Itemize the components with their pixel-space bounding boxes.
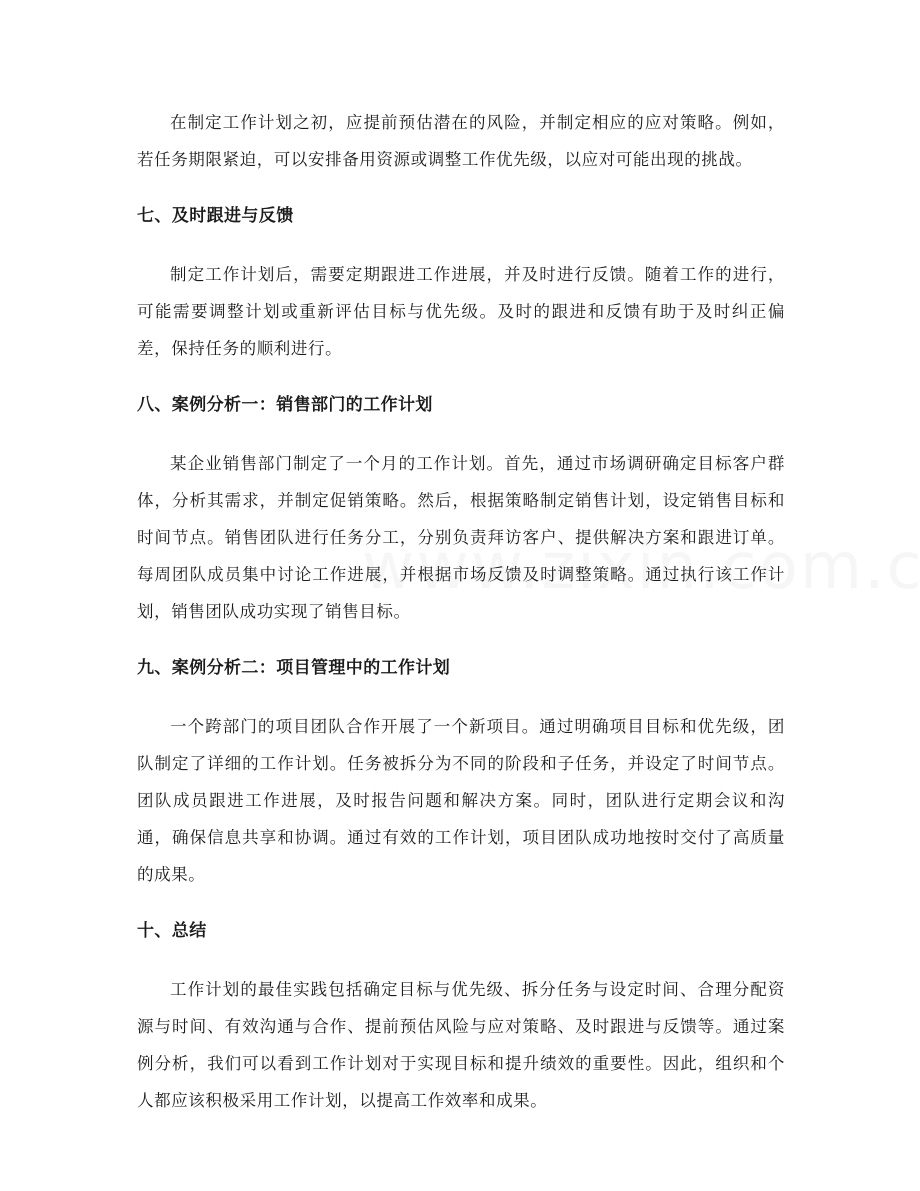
paragraph-case-study-sales: 某企业销售部门制定了一个月的工作计划。首先，通过市场调研确定目标客户群体，分析其需求，并制定促销策略。然后，根据策略制定销售计划，设定销售目标和时间节点。销售团队进行任务分工，分别负责拜访客户、提供解决方案和跟进订单。每周团队成员集中讨论工作进展，并根据市场反馈及时调整策略。通过执行该工作计划，销售团队成功实现了销售目标。 xyxy=(137,454,785,621)
heading-follow-up-feedback: 七、及时跟进与反馈 xyxy=(137,206,294,226)
paragraph-summary: 工作计划的最佳实践包括确定目标与优先级、拆分任务与设定时间、合理分配资源与时间、有效沟通与合作、提前预估风险与应对策略、及时跟进与反馈等。通过案例分析，我们可以看到工作计划对于实现目标和提升绩效的重要性。因此，组织和个人都应该积极采用工作计划，以提高工作效率和成果。 xyxy=(137,980,785,1110)
paragraph-case-study-project: 一个跨部门的项目团队合作开展了一个新项目。通过明确项目目标和优先级，团队制定了详细的工作计划。任务被拆分为不同的阶段和子任务，并设定了时间节点。团队成员跟进工作进展，及时报告问题和解决方案。同时，团队进行定期会议和沟通，确保信息共享和协调。通过有效的工作计划，项目团队成功地按时交付了高质量的成果。 xyxy=(137,717,785,884)
paragraph-risk-strategy: 在制定工作计划之初，应提前预估潜在的风险，并制定相应的应对策略。例如，若任务期限紧迫，可以安排备用资源或调整工作优先级，以应对可能出现的挑战。 xyxy=(137,113,785,169)
document-body xyxy=(137,104,785,1119)
paragraph-follow-up-feedback: 制定工作计划后，需要定期跟进工作进展，并及时进行反馈。随着工作的进行，可能需要调整计划或重新评估目标与优先级。及时的跟进和反馈有助于及时纠正偏差，保持任务的顺利进行。 xyxy=(137,265,785,358)
heading-case-study-project: 九、案例分析二：项目管理中的工作计划 xyxy=(137,658,451,678)
heading-summary: 十、总结 xyxy=(137,921,207,941)
heading-case-study-sales: 八、案例分析一：销售部门的工作计划 xyxy=(137,395,433,415)
